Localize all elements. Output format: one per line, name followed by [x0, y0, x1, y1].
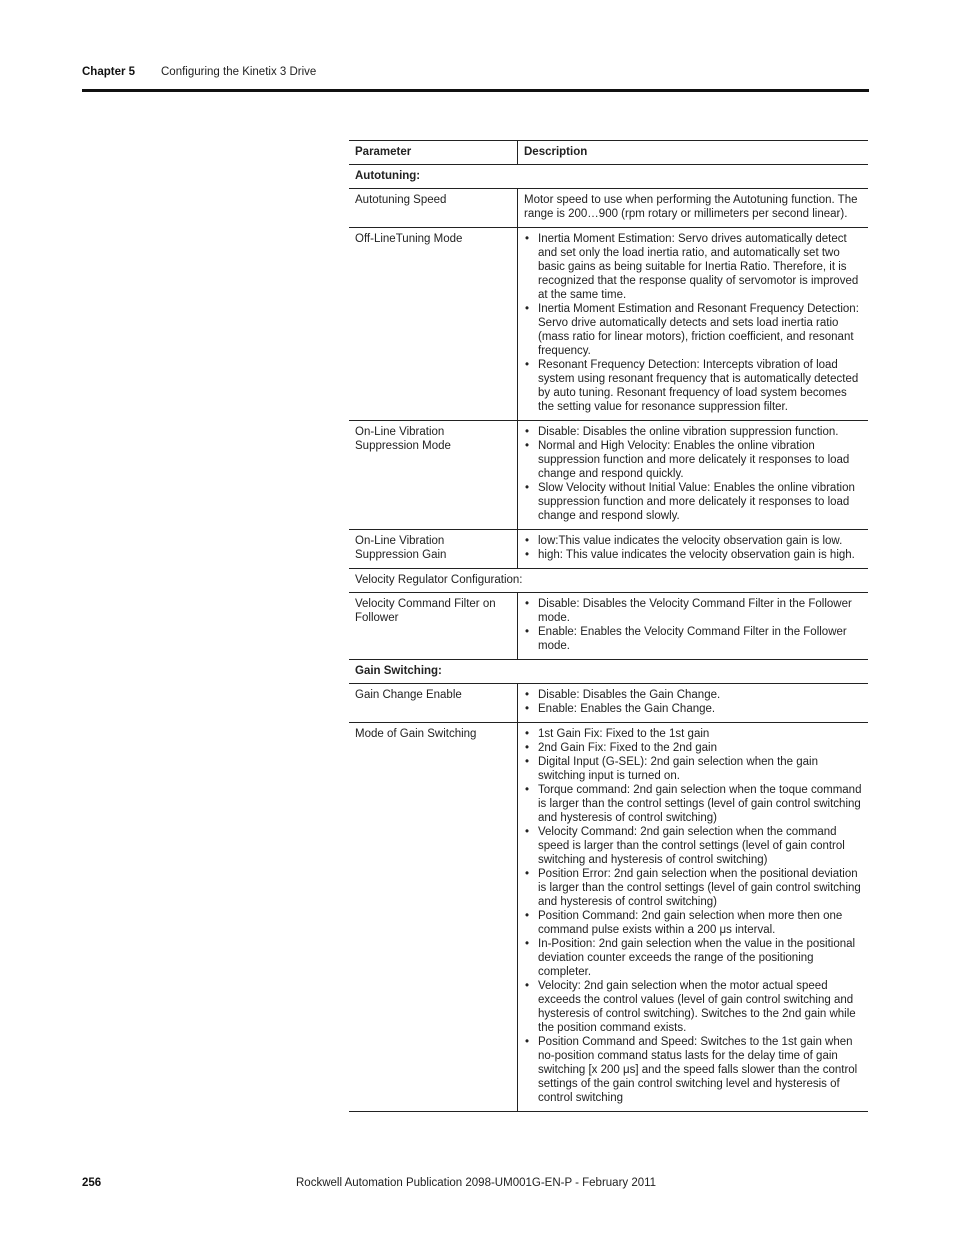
- parameter-name: Gain Change Enable: [349, 684, 518, 723]
- parameter-name: Mode of Gain Switching: [349, 723, 518, 1112]
- section-row: [349, 569, 868, 593]
- list-item: • 2nd Gain Fix: Fixed to the 2nd gain: [524, 741, 862, 755]
- parameter-name: Autotuning Speed: [349, 189, 518, 228]
- parameter-description: [518, 228, 869, 421]
- list-item: • low:This value indicates the velocity observation gain is low.: [524, 534, 862, 548]
- list-item: • Enable: Enables the Velocity Command Filter in the Follower mode.: [524, 625, 862, 653]
- parameter-description: Motor speed to use when performing the Autotuning function. The range is 200…900 (rpm rotary or millimeters per second linear).: [518, 189, 869, 228]
- parameter-name: Velocity Command Filter on Follower: [349, 593, 518, 660]
- parameter-description: [518, 530, 869, 569]
- list-item: • Position Command and Speed: Switches to the 1st gain when no-position command status lasts for the delay time of gain switching [x 200 μs] and the speed falls slower than the control settings of the gain control switching level and hysteresis of control switching: [524, 1035, 862, 1105]
- chapter-title: Configuring the Kinetix 3 Drive: [161, 66, 317, 78]
- table-row: [349, 421, 868, 530]
- bullet-list: [524, 727, 862, 1105]
- list-item: • Digital Input (G-SEL): 2nd gain selection when the gain switching input is turned on.: [524, 755, 862, 783]
- parameter-table: [349, 140, 868, 1112]
- column-header-parameter: Parameter: [349, 141, 518, 165]
- table-body: [349, 165, 868, 1112]
- list-item: • 1st Gain Fix: Fixed to the 1st gain: [524, 727, 862, 741]
- list-item: • high: This value indicates the velocity observation gain is high.: [524, 548, 862, 562]
- list-item: • Normal and High Velocity: Enables the online vibration suppression function and more delicately it responses to load change and respond quickly.: [524, 439, 862, 481]
- chapter-label: Chapter 5: [82, 66, 136, 78]
- list-item: • Position Error: 2nd gain selection when the positional deviation is larger than the control settings (level of gain control switching and hysteresis of control switching): [524, 867, 862, 909]
- section-heading: Autotuning:: [349, 165, 868, 189]
- parameter-name: On-Line Vibration Suppression Mode: [349, 421, 518, 530]
- section-heading: Velocity Regulator Configuration:: [349, 569, 868, 593]
- parameter-description: [518, 723, 869, 1112]
- column-header-description: Description: [518, 141, 869, 165]
- parameter-name: Off-LineTuning Mode: [349, 228, 518, 421]
- table-row: [349, 189, 868, 228]
- parameter-description: [518, 421, 869, 530]
- table-row: [349, 530, 868, 569]
- list-item: • Resonant Frequency Detection: Intercepts vibration of load system using resonant frequency that is automatically detected by auto tuning. Resonant frequency of load system becomes the setting value for resonance suppression filter.: [524, 358, 862, 414]
- list-item: • Slow Velocity without Initial Value: Enables the online vibration suppression function and more delicately it responses to load change and respond slowly.: [524, 481, 862, 523]
- list-item: • Velocity Command: 2nd gain selection when the command speed is larger than the control settings (level of gain control switching and hysteresis of control switching): [524, 825, 862, 867]
- bullet-list: [524, 232, 862, 414]
- bullet-list: [524, 688, 862, 716]
- publication-info: Rockwell Automation Publication 2098-UM001G-EN-P - February 2011: [296, 1177, 657, 1189]
- section-row: [349, 165, 868, 189]
- table-row: [349, 723, 868, 1112]
- list-item: • Inertia Moment Estimation: Servo drives automatically detect and set only the load inertia ratio, and automatically set two basic gains as being suitable for Inertia Ratio. Therefore, it is recognized that the response quality of servomotor is improved at the same time.: [524, 232, 862, 302]
- parameter-description: [518, 593, 869, 660]
- parameter-name: On-Line Vibration Suppression Gain: [349, 530, 518, 569]
- list-item: • Enable: Enables the Gain Change.: [524, 702, 862, 716]
- table-row: [349, 593, 868, 660]
- list-item: • Position Command: 2nd gain selection when more then one command pulse exists within a 200 μs interval.: [524, 909, 862, 937]
- bullet-list: [524, 534, 862, 562]
- list-item: • Disable: Disables the Velocity Command Filter in the Follower mode.: [524, 597, 862, 625]
- bullet-list: [524, 597, 862, 653]
- section-heading: Gain Switching:: [349, 660, 868, 684]
- list-item: • Inertia Moment Estimation and Resonant Frequency Detection: Servo drive automatically detects and sets load inertia ratio (mass ratio for linear motors), friction coefficient, and resonant frequency.: [524, 302, 862, 358]
- table-row: [349, 228, 868, 421]
- list-item: • In-Position: 2nd gain selection when the value in the positional deviation counter exceeds the range of the positioning completer.: [524, 937, 862, 979]
- list-item: • Disable: Disables the Gain Change.: [524, 688, 862, 702]
- section-row: [349, 660, 868, 684]
- table-row: [349, 684, 868, 723]
- list-item: • Torque command: 2nd gain selection when the toque command is larger than the control settings (level of gain control switching and hysteresis of control switching): [524, 783, 862, 825]
- page-number: 256: [82, 1177, 102, 1189]
- page-header: [82, 66, 317, 78]
- parameter-description: [518, 684, 869, 723]
- header-rule: [82, 89, 869, 92]
- list-item: • Velocity: 2nd gain selection when the motor actual speed exceeds the control values (level of gain control switching and hysteresis of control switching). Switches to the 2nd gain while the position command exists.: [524, 979, 862, 1035]
- list-item: • Disable: Disables the online vibration suppression function.: [524, 425, 862, 439]
- bullet-list: [524, 425, 862, 523]
